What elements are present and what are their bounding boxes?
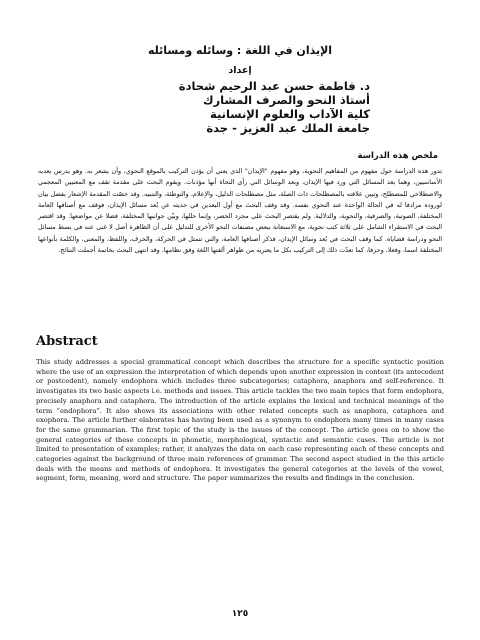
author-block (0, 64, 480, 135)
author-position: أستاذ النحو والصرف المشارك (202, 93, 370, 107)
page-number: ١٢٥ (231, 609, 249, 619)
author-name: د. فاطمة حسن عبد الرحيم شحادة (178, 79, 370, 93)
abstract-heading: Abstract (36, 334, 98, 349)
arabic-summary-text: تدور هذه الدراسة حول مفهوم من المفاهيم النحوية، وهو مفهوم "الإيذان" الذي يعني أن يؤذن التركيب بالموقع النحوي، وأن يشعر به. وهو يدرس بعديه الأساسيين، وهما بعد المسائل التي ورد فيها الإيذان، وبعد الوسائل التي رأى النحاة أنها مؤذنات. ويقوم البحث على مقدمة تقف مع المعنيين المعجمي والاصطلاحي للمصطلح، وتبين علاقته بالمصطلحات ذات الصلة، مثل مصطلحات الدليل، والإعلام، والتوطئة، والتنبيه. وقد خصّت المقدمة الإشعار بفضل بيان لوروده مرادفا له في الحالة الواحدة عند النحوي نفسه. وقد وقف البحث مع أول البعدين في حديثه عن بُعد مسائل الإيذان، فوقف مع أصنافها العامة المختلفة، الصوتية، والصرفية، والنحوية، والدلالية. ولم يقتصر البحث على مجرد الحصر، وإنما حللها، وبيّن جوانبها المختلفة، فضلا عن مواضعها. وقد اقتصر البحث في الاستقراء الشامل على ثلاثة كتب نحوية، مع الاستعانة ببعض مصنفات النحو الأخرى للتدليل على أن الظاهرة أصل لا غنى عنه في بسط مسائل النحو ودراسة قضاياه. كما وقف البحث في بُعد وسائل الإيذان، فذكر أصنافها العامة، والتي تتمثل في الحركة، والحرف، واللفظ، والمعنى، والكلمة بأنواعها المختلفة اسما، وفعلا، وحرفا، كما تعدّت ذلك إلى التركيب بكل ما يعتريه من ظواهر ألفتها اللغة وفق نظامها. وقد انتهى البحث بخاتمة أجملت النتائج. (38, 167, 442, 255)
author-university: جامعة الملك عبد العزيز - جدة (206, 121, 370, 135)
author-faculty: كلية الآداب والعلوم الإنسانية (209, 107, 370, 121)
prepared-by-label: إعداد (228, 65, 252, 76)
paper-title: الإيذان في اللغة : وسائله ومسائله (147, 44, 333, 57)
abstract-text: This study addresses a special grammatical concept which describes the structure for a specific syntactic position where the use of an expression the interpretation of which depends upon another expression in context (its antecedent or postcedent), namely endophora which includes three subcategories; cataphora, anaphora and self-reference. It investigates its two basic aspects i.e. methods and issues. This article tackles the two main topics that form endophora, precisely anaphora and cataphora. The introduction of the article explains the lexical and technical meanings of the term “endophora”. It also shows its associations with other related concepts such as anaphora, cataphora and exophora. The article further elaborates has having been used as a synonym to endophora many times in many cases for the same grammarian. The first topic of the study is the issues of the concept. The article goes on to show the general categories of these concepts in phonetic, morphological, syntactic and semantic cases. The article is not limited to presentation of examples; rather, it analyzes the data on each case representing each of these concepts and categories against the background of three main references of grammar. The second aspect studied in the this article deals with the means and methods of endophora. It investigates the general categories at the levels of the vowel, segment, form, meaning, word and structure. The paper summarizes the results and findings in the conclusion. (36, 358, 444, 483)
title-block (0, 44, 480, 58)
author-lines (110, 79, 370, 135)
arabic-summary-heading: ملخص هذه الدراسة (357, 151, 438, 161)
